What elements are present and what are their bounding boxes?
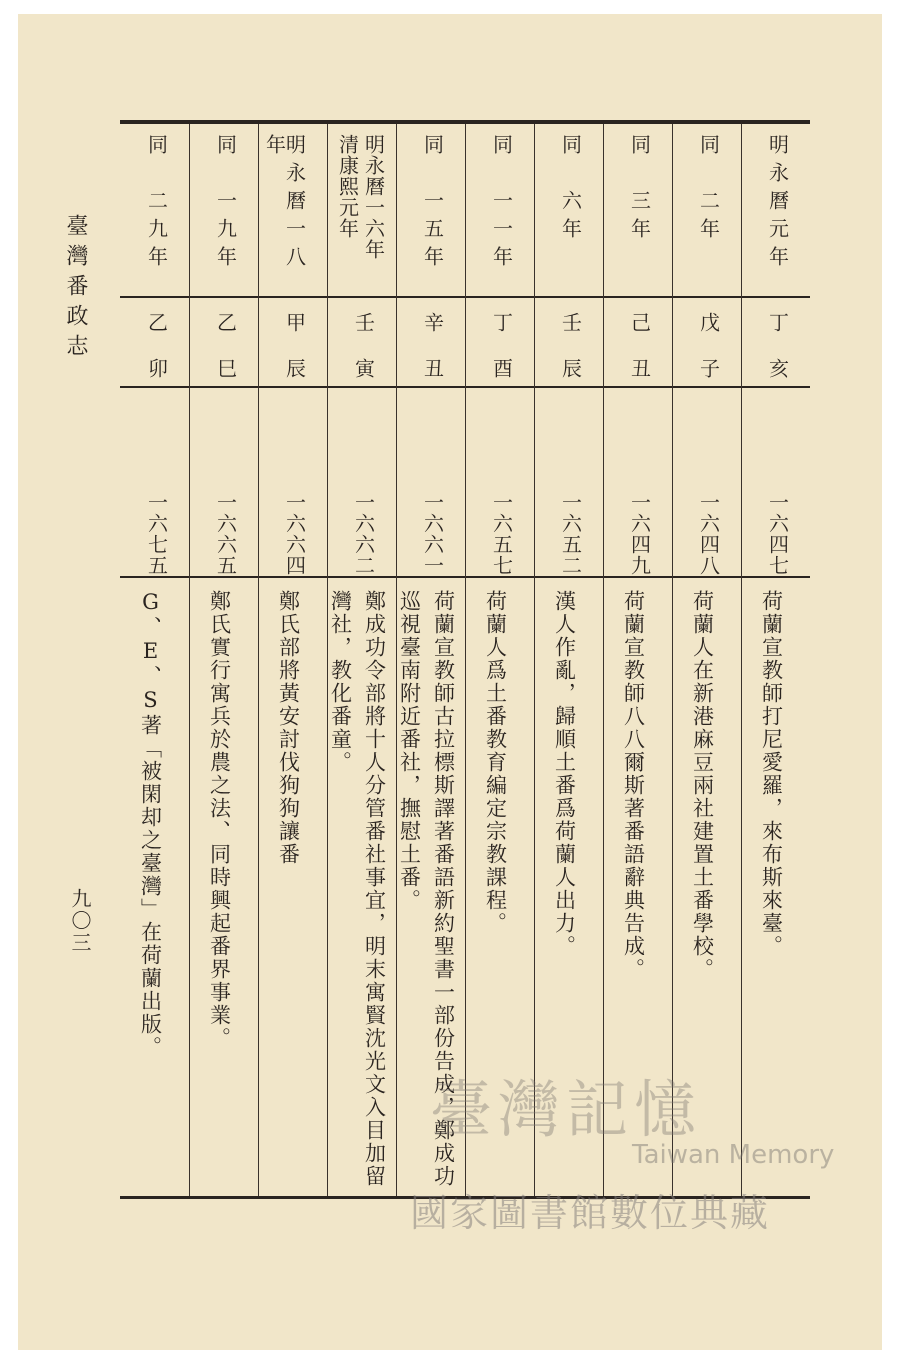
era-cell: 同 三年: [627, 134, 652, 246]
era-cell: 同 一九年: [213, 134, 238, 274]
running-title: 臺灣番政志: [63, 214, 88, 364]
event-cell: 鄭氏實行寓兵於農之法、同時興起番界事業。: [207, 590, 232, 1050]
event-cell: 漢人作亂，歸順土番爲荷蘭人出力。: [552, 590, 577, 958]
ganzhi-cell: 辛丑: [420, 312, 445, 404]
year-cell: 一六六四: [282, 492, 307, 576]
ganzhi-cell: 壬寅: [351, 312, 376, 404]
watermark-chinese: 國家圖書館數位典藏: [410, 1191, 771, 1235]
ganzhi-cell: 乙卯: [144, 312, 169, 404]
event-cell: 荷蘭人在新港麻豆兩社建置土番學校。: [690, 590, 715, 981]
ganzhi-cell: 己丑: [627, 312, 652, 404]
era-cell: 同 二年: [696, 134, 721, 246]
column-divider: [465, 124, 466, 1196]
column-divider: [396, 124, 397, 1196]
year-cell: 一六六二: [351, 492, 376, 576]
year-cell: 一六四七: [765, 492, 790, 576]
ganzhi-cell: 壬辰: [558, 312, 583, 404]
year-cell: 一六六五: [213, 492, 238, 576]
ganzhi-cell: 乙巳: [213, 312, 238, 404]
year-cell: 一六六一: [420, 492, 445, 576]
column-divider: [741, 124, 742, 1196]
column-divider: [189, 124, 190, 1196]
column-divider: [603, 124, 604, 1196]
era-cell: 明永曆一六年 清康熙元年: [335, 134, 386, 260]
column-divider: [258, 124, 259, 1196]
era-cell: 同 二九年: [144, 134, 169, 274]
year-cell: 一六四九: [627, 492, 652, 576]
era-cell: 明永曆元年: [765, 134, 790, 274]
year-cell: 一六四八: [696, 492, 721, 576]
era-cell: 明永曆一八年: [262, 134, 307, 274]
year-cell: 一六五二: [558, 492, 583, 576]
ganzhi-cell: 丁酉: [489, 312, 514, 404]
event-cell: 荷蘭宣教師八八爾斯著番語辭典告成。: [621, 590, 646, 981]
event-cell: 荷蘭宣教師古拉標斯譯著番語新約聖書一部份告成，鄭成功巡視臺南附近番社，撫慰土番。: [397, 590, 456, 1188]
year-cell: 一六七五: [144, 492, 169, 576]
ganzhi-cell: 甲辰: [282, 312, 307, 404]
event-cell: 鄭氏部將黃安討伐狗狗讓番: [276, 590, 301, 866]
ganzhi-cell: 丁亥: [765, 312, 790, 404]
era-cell: 同 一五年: [420, 134, 445, 274]
year-cell: 一六五七: [489, 492, 514, 576]
event-cell: G、E、S著「被閑却之臺灣」在荷蘭出版。: [138, 590, 163, 1059]
era-cell: 同 六年: [558, 134, 583, 246]
event-cell: 荷蘭宣教師打尼愛羅，來布斯來臺。: [759, 590, 784, 958]
watermark-seal: 臺灣記憶: [430, 1073, 703, 1146]
page-number: 九〇三: [68, 888, 92, 954]
event-cell: 荷蘭人爲土番教育編定宗教課程。: [483, 590, 508, 935]
column-divider: [672, 124, 673, 1196]
event-cell: 鄭成功令部將十人分管番社事宜，明末寓賢沈光文入目加留灣社，教化番童。: [328, 590, 387, 1188]
watermark-english: Taiwan Memory: [632, 1140, 835, 1170]
column-divider: [327, 124, 328, 1196]
ganzhi-cell: 戊子: [696, 312, 721, 404]
column-divider: [534, 124, 535, 1196]
era-cell: 同 一一年: [489, 134, 514, 274]
